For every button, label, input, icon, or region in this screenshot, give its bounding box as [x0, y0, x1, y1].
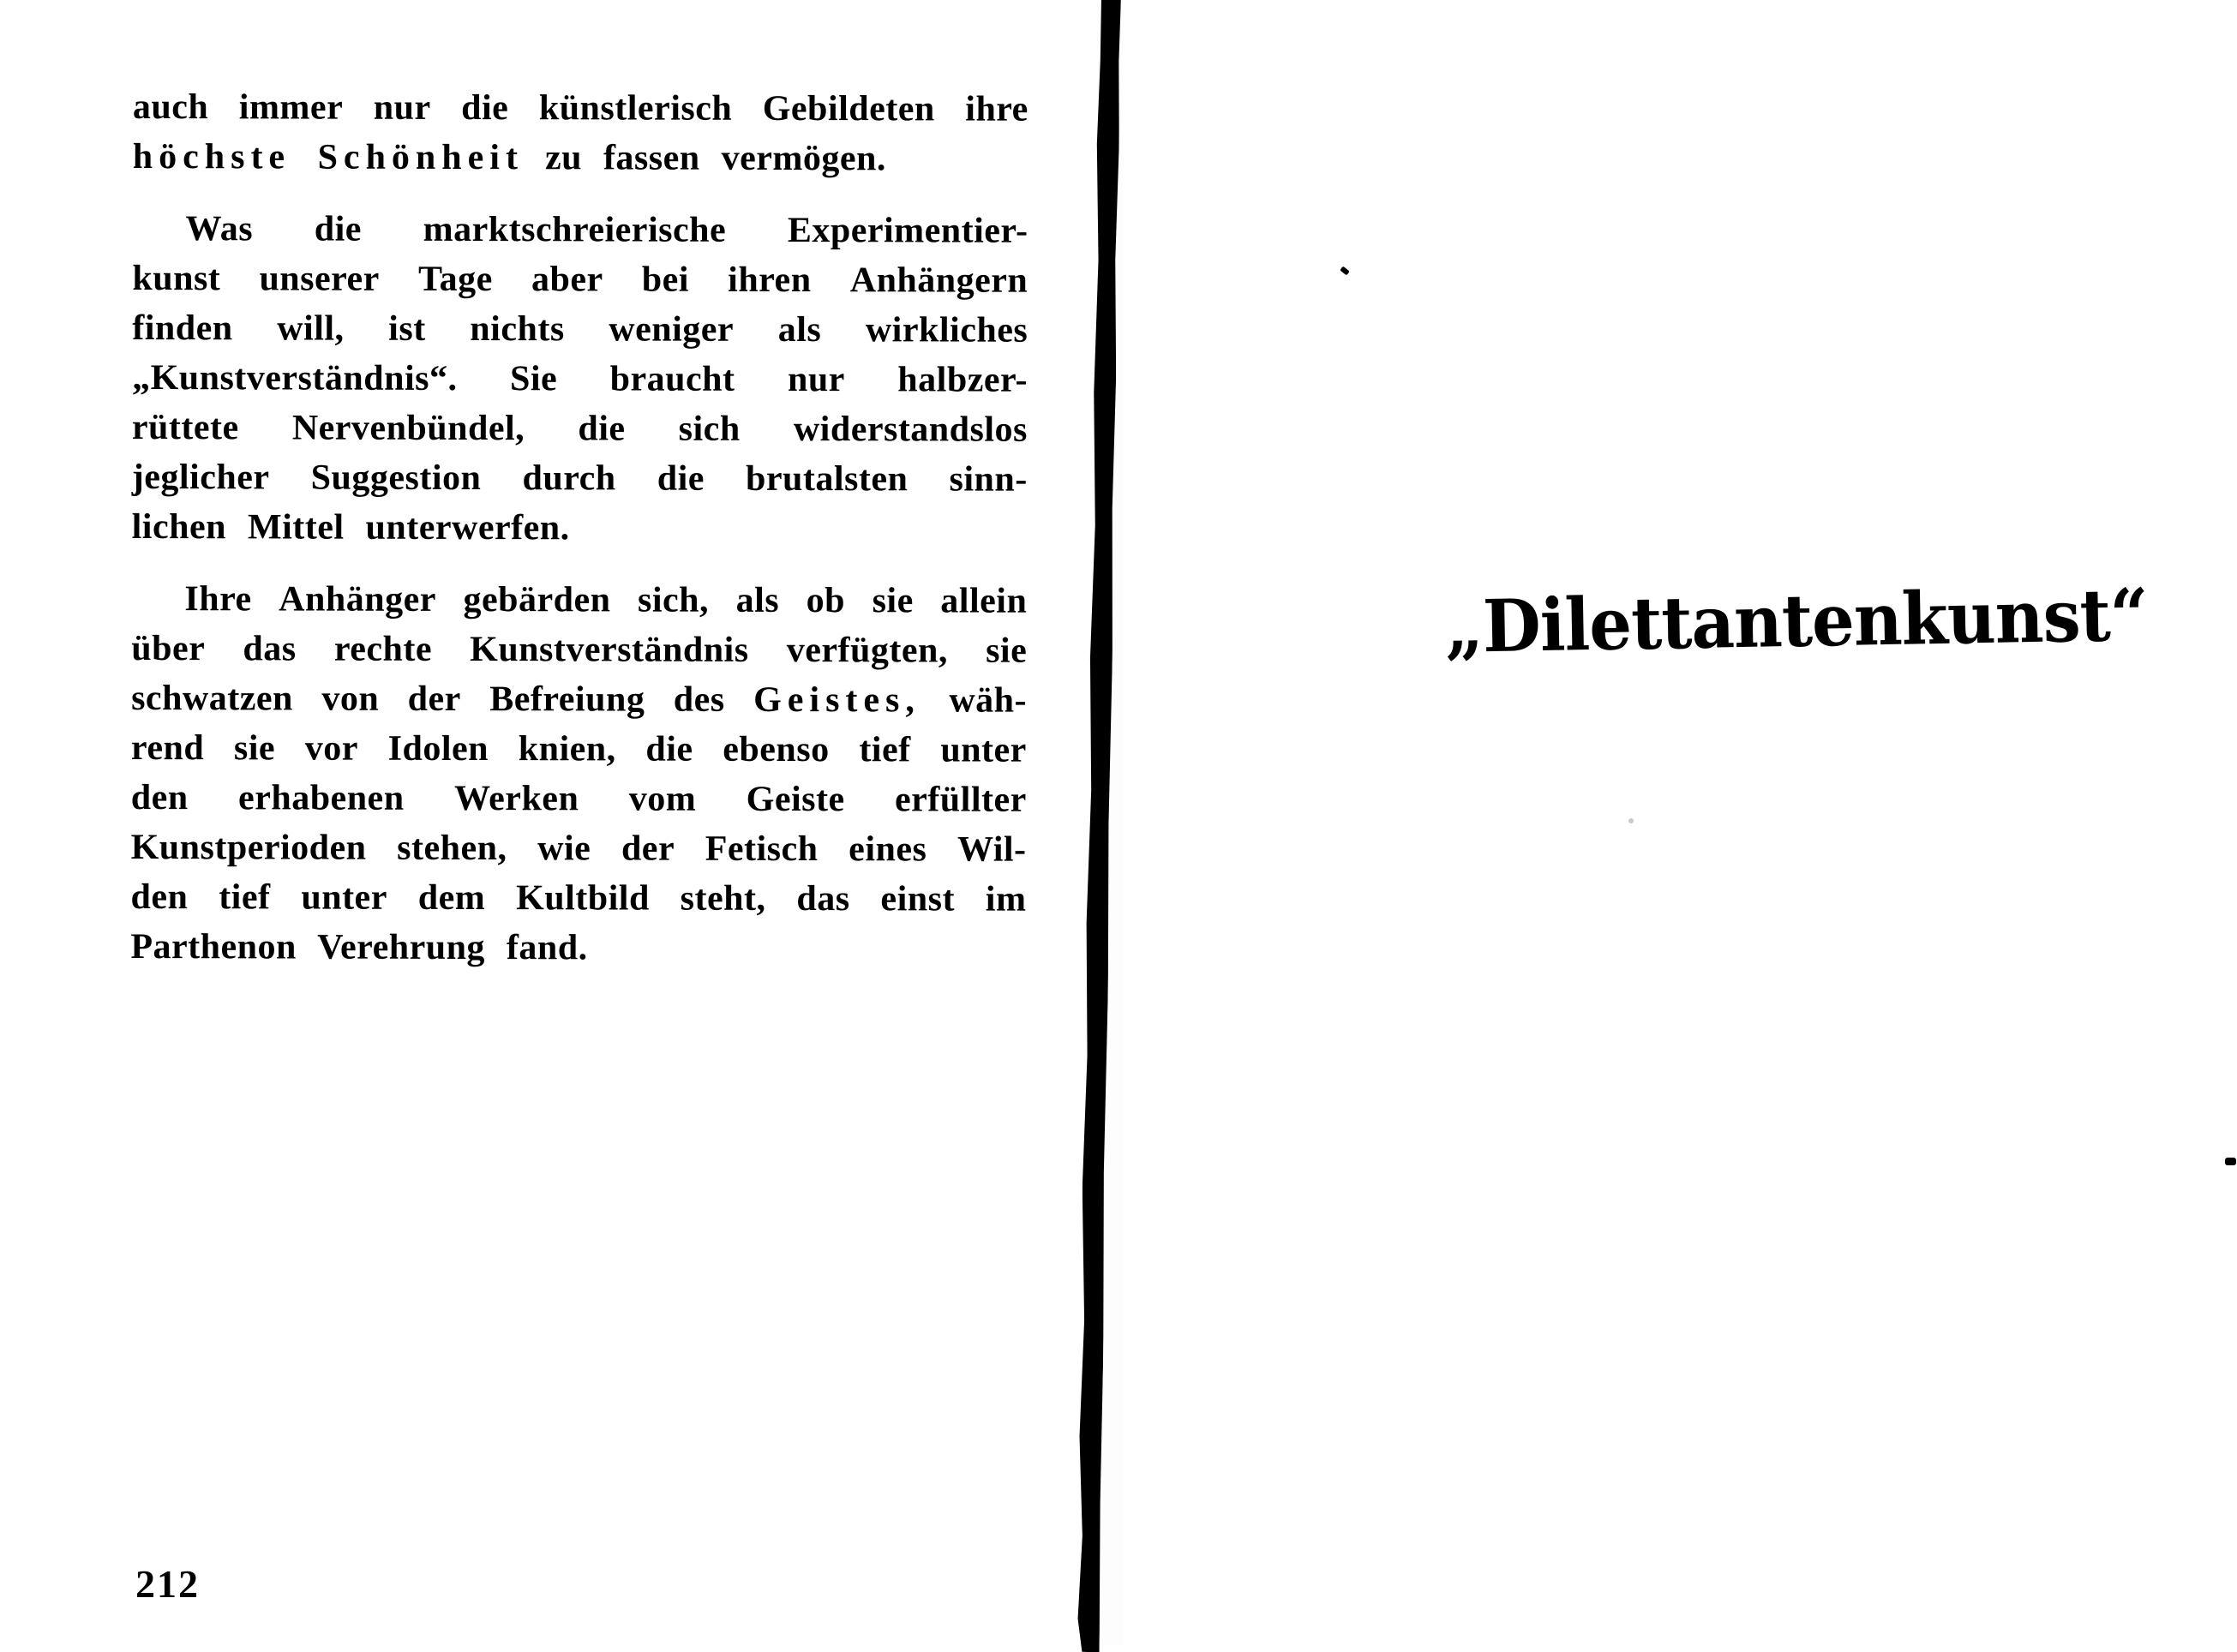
word: steht, [680, 878, 766, 919]
word: der [407, 679, 461, 720]
text-segment: Parthenon Verehrung fand. [130, 926, 588, 968]
word: schwatzen [131, 678, 293, 719]
text-segment: lichen Mittel unterwerfen. [131, 506, 570, 548]
text-line [133, 132, 1029, 184]
word: verfügten, [786, 630, 948, 671]
word: dem [417, 877, 486, 919]
chapter-title: „Dilettantenkunst“ [1444, 572, 2149, 669]
text-line [132, 204, 1028, 256]
word: jeglicher [131, 457, 270, 498]
word: braucht [609, 359, 735, 399]
text-line [131, 624, 1027, 676]
text-line [132, 502, 1028, 554]
word: sich [678, 409, 741, 449]
word: tief [219, 877, 271, 918]
text-line [132, 353, 1028, 405]
word: Suggestion [310, 458, 482, 499]
word: sinn- [949, 459, 1028, 500]
word: sich, [637, 580, 710, 620]
left-page [0, 0, 1097, 1645]
word: künstlerisch [538, 88, 733, 129]
word: unter [301, 877, 387, 918]
word: finden [132, 308, 233, 349]
word: „Kunstverständnis“. [132, 357, 458, 398]
word: auch [132, 87, 209, 128]
word: wie [537, 829, 591, 869]
word: nur [787, 360, 845, 400]
word: Kunstverständnis [470, 630, 749, 670]
word: rechte [333, 629, 433, 669]
word: rüttete [131, 407, 239, 448]
word: erhabenen [238, 778, 405, 818]
word: aber [531, 260, 603, 300]
scan-speck [1628, 818, 1634, 823]
text-line [131, 823, 1027, 875]
word: Kunstperioden [130, 827, 367, 868]
word: die [657, 458, 705, 499]
word: eines [849, 829, 927, 870]
word: immer [238, 87, 344, 128]
text-segment: zu fassen vermögen. [523, 138, 886, 179]
text-line [131, 723, 1027, 775]
word: die [645, 729, 693, 769]
text-line [132, 452, 1028, 505]
word: Wil- [957, 829, 1027, 870]
word: das [243, 629, 297, 669]
word: als [777, 309, 822, 350]
body-text [130, 82, 1029, 974]
word: nur [373, 87, 431, 128]
word: sie [872, 581, 914, 621]
word: nichts [470, 309, 565, 350]
word: durch [522, 458, 616, 499]
text-line [132, 403, 1028, 455]
word: Was [185, 209, 254, 249]
word: Geistes, [753, 679, 921, 721]
word: Fetisch [705, 829, 819, 870]
word: Gebildeten [762, 88, 935, 129]
word: marktschreierische [423, 209, 727, 250]
text-line [130, 872, 1026, 925]
word: unter [940, 730, 1027, 770]
word: Nervenbündel, [291, 408, 525, 449]
word: im [985, 879, 1027, 919]
scan-speck [2225, 1158, 2236, 1165]
word: Kultbild [516, 878, 650, 919]
word: bei [641, 260, 690, 300]
word: ebenso [723, 729, 830, 770]
word: vor [304, 728, 359, 769]
word: über [131, 628, 206, 669]
word: wirkliches [865, 310, 1029, 350]
word: kunst [132, 258, 221, 299]
word: vom [628, 779, 697, 819]
word: Experimentier- [787, 211, 1029, 251]
right-page [1123, 0, 2237, 1645]
word: den [130, 877, 189, 918]
text-line [130, 922, 1026, 974]
word: Befreiung [489, 679, 645, 720]
page-number: 212 [135, 1562, 200, 1606]
word: die [314, 209, 363, 249]
text-segment: höchste Schönheit [132, 136, 525, 178]
word: sie [233, 728, 276, 769]
word: brutalsten [745, 458, 909, 500]
word: erfüllter [895, 780, 1027, 820]
word: ihren [728, 260, 812, 301]
word: widerstandslos [793, 410, 1028, 450]
word: ist [388, 308, 426, 349]
word: Ihre [184, 579, 252, 620]
word: Tage [417, 259, 493, 300]
word: Idolen [387, 728, 489, 769]
word: knien, [518, 729, 616, 769]
text-line [132, 303, 1028, 356]
word: wäh- [949, 680, 1028, 721]
word: Werken [453, 778, 579, 819]
word: den [130, 777, 189, 818]
word: einst [880, 879, 956, 919]
word: halbzer- [897, 360, 1029, 400]
word: sie [986, 631, 1028, 671]
word: Anhänger [279, 579, 436, 620]
word: unserer [259, 259, 380, 299]
word: der [621, 829, 675, 869]
word: Sie [509, 359, 558, 399]
word: Geiste [746, 779, 845, 820]
text-line [133, 82, 1029, 135]
word: von [321, 679, 380, 719]
word: die [461, 88, 509, 129]
word: tief [859, 730, 911, 770]
word: ob [806, 581, 846, 621]
word: Anhängern [849, 260, 1029, 301]
word: gebärden [463, 580, 611, 620]
word: die [578, 409, 626, 449]
word: des [673, 679, 725, 720]
word: das [796, 879, 850, 919]
text-line [131, 673, 1027, 726]
word: ihre [965, 89, 1029, 129]
text-line [131, 773, 1027, 825]
word: will, [277, 308, 345, 349]
word: als [735, 580, 780, 620]
word: weniger [609, 309, 735, 350]
text-line [132, 254, 1028, 306]
word: rend [130, 727, 205, 769]
text-line [131, 574, 1027, 626]
word: stehen, [397, 828, 507, 869]
word: allein [940, 581, 1028, 621]
